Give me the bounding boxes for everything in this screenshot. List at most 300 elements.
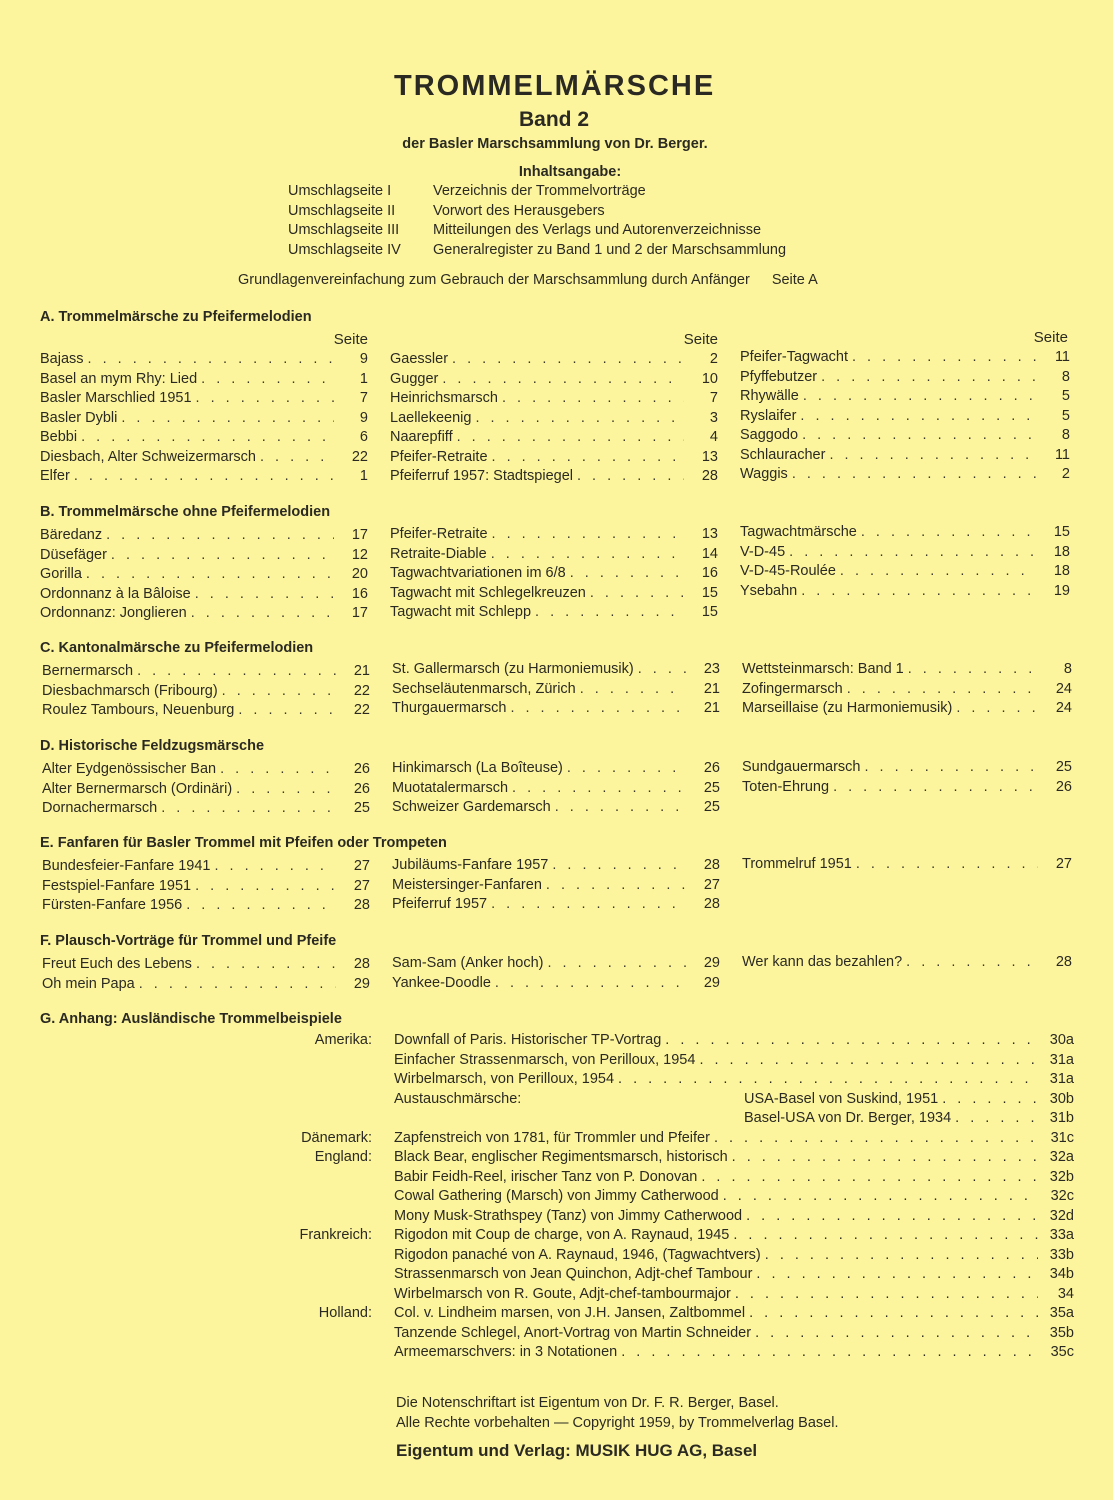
- index-entry: [740, 465, 1070, 485]
- index-entry: [392, 974, 720, 994]
- entry-title: Schlauracher: [740, 446, 826, 463]
- entry-page: 35c: [1050, 1344, 1074, 1360]
- entry-title: Bebbi: [40, 429, 78, 445]
- entry-title: Cowal Gathering (Marsch) von Jimmy Catherwood: [394, 1188, 719, 1204]
- beginner-note: [238, 270, 938, 290]
- index-entry: [42, 780, 370, 800]
- section-e-col3: [742, 855, 1072, 875]
- dot-leader: [735, 1285, 1038, 1305]
- dot-leader: [191, 604, 334, 624]
- index-entry: [40, 565, 368, 585]
- entry-page: 28: [353, 956, 370, 972]
- section-f-title: F. Plausch-Vorträge für Trommel und Pfeife: [40, 933, 337, 949]
- dot-leader: [74, 467, 334, 487]
- index-entry: [40, 585, 368, 605]
- entry-title: Marseillaise (zu Harmoniemusik): [742, 700, 953, 716]
- entry-title: Rigodon mit Coup de charge, von A. Raynaud, 1945: [394, 1227, 730, 1243]
- dot-leader: [746, 1207, 1038, 1227]
- appendix-row: [260, 1265, 1074, 1285]
- section-e-col2: [392, 856, 720, 915]
- dot-leader: [492, 525, 684, 545]
- entry-page: 25: [353, 800, 370, 816]
- entry-title: Gorilla: [40, 566, 82, 582]
- entry-page: 8: [1063, 661, 1072, 677]
- index-entry: [740, 368, 1070, 388]
- entry-title: V-D-45-Roulée: [740, 563, 836, 579]
- toc-row: [288, 241, 848, 261]
- index-entry: [742, 699, 1072, 719]
- entry-title: Armeemarschvers: in 3 Notationen: [394, 1344, 618, 1360]
- dot-leader: [756, 1265, 1038, 1285]
- index-entry: [740, 543, 1070, 563]
- entry-page: 28: [353, 897, 370, 913]
- index-entry: [42, 682, 370, 702]
- band-label: Band 2: [518, 108, 589, 131]
- entry-title: Diesbachmarsch (Fribourg): [42, 682, 218, 699]
- entry-title: Meistersinger-Fanfaren: [392, 876, 542, 893]
- appendix-row: [260, 1031, 1074, 1051]
- dot-leader: [196, 955, 336, 975]
- index-entry: [742, 660, 1072, 680]
- toc-value: Vorwort des Herausgebers: [433, 202, 605, 219]
- section-c-col3: [742, 660, 1072, 719]
- appendix-entry: [744, 1109, 1074, 1129]
- dot-leader: [861, 523, 1036, 543]
- entry-page: 13: [701, 448, 718, 465]
- appendix-entry: [744, 1090, 1074, 1110]
- dot-leader: [238, 701, 336, 721]
- entry-title: Thurgauermarsch: [392, 700, 507, 716]
- dot-leader: [800, 407, 1036, 427]
- index-entry: [392, 856, 720, 876]
- dot-leader: [956, 699, 1038, 719]
- index-entry: [392, 798, 720, 818]
- index-entry: [42, 857, 370, 877]
- dot-leader: [546, 876, 686, 896]
- index-entry: [42, 662, 370, 682]
- dot-leader: [755, 1324, 1038, 1344]
- index-entry: [42, 877, 370, 897]
- entry-page: 11: [1054, 349, 1070, 365]
- entry-title: Pfeifer-Retraite: [390, 448, 488, 465]
- entry-title: Tagwachtmärsche: [740, 524, 857, 540]
- entry-page: 32a: [1049, 1149, 1074, 1165]
- entry-title: Oh mein Papa: [42, 975, 135, 992]
- entry-page: 1: [359, 468, 368, 484]
- index-entry: [390, 525, 718, 545]
- entry-title: Roulez Tambours, Neuenburg: [42, 702, 235, 718]
- entry-page: 35a: [1049, 1305, 1074, 1321]
- index-entry: [390, 564, 718, 584]
- page-title: TROMMELMÄRSCHE: [394, 70, 716, 102]
- entry-title: Elfer: [40, 468, 70, 484]
- dot-leader: [833, 778, 1038, 798]
- dot-leader: [847, 680, 1038, 700]
- entry-page: 30a: [1049, 1032, 1074, 1048]
- index-entry: [40, 604, 368, 624]
- dot-leader: [222, 682, 336, 702]
- appendix-entry: [394, 1187, 1074, 1207]
- section-g-list: [260, 1031, 1074, 1363]
- dot-leader: [260, 448, 334, 468]
- section-a-col2: [390, 350, 718, 487]
- appendix-row: [260, 1109, 1074, 1129]
- dot-leader: [852, 348, 1036, 368]
- dot-leader: [792, 465, 1036, 485]
- appendix-entry: [394, 1343, 1074, 1363]
- dot-leader: [908, 660, 1038, 680]
- country-label: Amerika:: [314, 1032, 372, 1048]
- section-a-col3: [740, 348, 1070, 485]
- entry-page: 9: [359, 351, 368, 367]
- entry-page: 26: [353, 780, 370, 797]
- index-entry: [390, 584, 718, 604]
- dot-leader: [942, 1090, 1038, 1110]
- appendix-row: [260, 1051, 1074, 1071]
- dot-leader: [535, 603, 684, 623]
- toc-key: Umschlagseite II: [288, 202, 396, 219]
- appendix-row: [260, 1148, 1074, 1168]
- dot-leader: [220, 760, 336, 780]
- entry-title: St. Gallermarsch (zu Harmoniemusik): [392, 661, 634, 677]
- country-label: Holland:: [318, 1305, 372, 1321]
- section-d-col3: [742, 758, 1072, 797]
- index-entry: [390, 448, 718, 468]
- entry-title: Ysebahn: [740, 582, 798, 599]
- entry-page: 25: [1055, 759, 1072, 775]
- entry-title: Zapfenstreich von 1781, für Trommler und Pfeifer: [394, 1129, 710, 1146]
- dot-leader: [196, 389, 334, 409]
- section-f-col3: [742, 953, 1072, 973]
- toc-key: Umschlagseite III: [288, 222, 400, 238]
- cover-page-list: [288, 182, 848, 260]
- toc-row: [288, 202, 848, 222]
- entry-page: 15: [1053, 524, 1070, 540]
- entry-page: 32c: [1050, 1188, 1074, 1204]
- entry-page: 28: [1055, 954, 1072, 970]
- dot-leader: [492, 448, 684, 468]
- entry-page: 22: [353, 682, 370, 699]
- dot-leader: [201, 370, 334, 390]
- entry-title: Gugger: [390, 370, 439, 387]
- dot-leader: [195, 877, 336, 897]
- entry-page: 7: [709, 390, 718, 406]
- dot-leader: [955, 1109, 1038, 1129]
- section-b-col1: [40, 526, 368, 624]
- entry-page: 9: [359, 409, 368, 426]
- entry-title: Bajass: [40, 351, 84, 367]
- dot-leader: [865, 758, 1039, 778]
- entry-page: 10: [701, 370, 718, 387]
- dot-leader: [452, 350, 684, 370]
- entry-title: Heinrichsmarsch: [390, 390, 498, 406]
- appendix-entry: [394, 1265, 1074, 1285]
- entry-title: Alter Eydgenössischer Ban: [42, 761, 217, 777]
- entry-title: Saggodo: [740, 427, 799, 443]
- dot-leader: [856, 855, 1038, 875]
- entry-title: Mony Musk-Strathspey (Tanz) von Jimmy Catherwood: [394, 1207, 743, 1224]
- index-entry: [40, 467, 368, 487]
- entry-title: Basel-USA von Dr. Berger, 1934: [744, 1110, 952, 1126]
- entry-title: Retraite-Diable: [390, 545, 487, 562]
- dot-leader: [457, 428, 684, 448]
- entry-title: Basler Dybli: [40, 409, 118, 426]
- entry-page: 26: [353, 761, 370, 777]
- entry-page: 21: [353, 663, 370, 679]
- index-entry: [392, 895, 720, 915]
- appendix-entry: [394, 1148, 1074, 1168]
- entry-page: 28: [701, 468, 718, 484]
- dot-leader: [765, 1246, 1038, 1266]
- index-entry: [392, 660, 720, 680]
- entry-title: Tagwachtvariationen im 6/8: [390, 565, 566, 581]
- entry-title: Zofingermarsch: [742, 680, 843, 697]
- appendix-entry: [394, 1051, 1074, 1071]
- index-entry: [740, 446, 1070, 466]
- appendix-row: [260, 1090, 1074, 1110]
- entry-title: Pfeiferruf 1957: Stadtspiegel: [390, 468, 573, 484]
- section-f-col2: [392, 954, 720, 993]
- entry-title: Black Bear, englischer Regimentsmarsch, historisch: [394, 1149, 728, 1165]
- entry-page: 32b: [1049, 1168, 1074, 1185]
- index-entry: [40, 370, 368, 390]
- appendix-row: [260, 1168, 1074, 1188]
- entry-page: 27: [353, 858, 370, 874]
- entry-title: Tagwacht mit Schlegelkreuzen: [390, 584, 586, 601]
- index-entry: [392, 876, 720, 896]
- entry-page: 16: [351, 585, 368, 602]
- dot-leader: [714, 1129, 1038, 1149]
- section-g-title: G. Anhang: Ausländische Trommelbeispiele: [40, 1011, 342, 1027]
- index-entry: [742, 680, 1072, 700]
- dot-leader: [81, 428, 334, 448]
- exchange-label: Austauschmärsche:: [394, 1090, 522, 1107]
- entry-title: Wirbelmarsch, von Perilloux, 1954: [394, 1071, 615, 1087]
- entry-page: 33a: [1049, 1227, 1074, 1243]
- dot-leader: [749, 1304, 1038, 1324]
- dot-leader: [195, 585, 334, 605]
- entry-title: V-D-45: [740, 543, 786, 560]
- dot-leader: [801, 582, 1036, 602]
- dot-leader: [442, 370, 684, 390]
- country-label: Dänemark:: [301, 1129, 372, 1146]
- subtitle: der Basler Marschsammlung von Dr. Berger.: [402, 136, 708, 152]
- beginner-note-text: Grundlagenvereinfachung zum Gebrauch der Marschsammlung durch Anfänger: [238, 272, 750, 288]
- entry-page: 18: [1053, 563, 1070, 579]
- dot-leader: [139, 975, 336, 995]
- entry-page: 27: [353, 877, 370, 894]
- footer-notation-note: Die Notenschriftart ist Eigentum von Dr. F. R. Berger, Basel.: [396, 1395, 779, 1411]
- entry-title: Naarepfiff: [390, 429, 453, 445]
- entry-title: Sechseläutenmarsch, Zürich: [392, 680, 576, 697]
- country-label: Frankreich:: [299, 1227, 372, 1243]
- entry-page: 35b: [1049, 1324, 1074, 1341]
- dot-leader: [161, 799, 336, 819]
- entry-title: Yankee-Doodle: [392, 974, 491, 991]
- entry-page: 17: [351, 605, 368, 621]
- entry-title: Ordonnanz: Jonglieren: [40, 605, 187, 621]
- index-entry: [390, 428, 718, 448]
- section-d-col1: [42, 760, 370, 819]
- dot-leader: [214, 857, 336, 877]
- dot-leader: [510, 699, 686, 719]
- seite-header-col2: Seite: [683, 331, 718, 348]
- appendix-row: [260, 1304, 1074, 1324]
- dot-leader: [829, 446, 1036, 466]
- index-entry: [40, 350, 368, 370]
- entry-page: 2: [709, 351, 718, 367]
- index-entry: [42, 701, 370, 721]
- dot-leader: [701, 1168, 1038, 1188]
- entry-title: Pfeifer-Retraite: [390, 526, 488, 542]
- dot-leader: [491, 545, 684, 565]
- entry-page: 18: [1053, 543, 1070, 560]
- entry-title: Ryslaifer: [740, 407, 797, 424]
- index-entry: [392, 759, 720, 779]
- entry-title: Trommelruf 1951: [742, 856, 852, 872]
- dot-leader: [699, 1051, 1038, 1071]
- section-e-title: E. Fanfaren für Basler Trommel mit Pfeifen oder Trompeten: [40, 835, 447, 851]
- section-b-col3: [740, 523, 1070, 601]
- appendix-row: [260, 1324, 1074, 1344]
- section-d-col2: [392, 759, 720, 818]
- appendix-entry: [394, 1324, 1074, 1344]
- section-d-title: D. Historische Feldzugsmärsche: [40, 738, 265, 754]
- index-entry: [392, 699, 720, 719]
- entry-title: Sundgauermarsch: [742, 759, 861, 775]
- index-entry: [740, 582, 1070, 602]
- entry-page: 24: [1055, 680, 1072, 697]
- dot-leader: [618, 1070, 1038, 1090]
- index-entry: [42, 799, 370, 819]
- index-entry: [390, 409, 718, 429]
- index-entry: [390, 389, 718, 409]
- dot-leader: [621, 1343, 1038, 1363]
- entry-page: 31c: [1050, 1129, 1074, 1146]
- entry-page: 23: [703, 661, 720, 677]
- entry-title: Diesbach, Alter Schweizermarsch: [40, 448, 256, 465]
- dot-leader: [106, 526, 334, 546]
- dot-leader: [802, 426, 1036, 446]
- entry-title: Freut Euch des Lebens: [42, 956, 192, 972]
- index-entry: [390, 467, 718, 487]
- entry-title: Laellekeenig: [390, 409, 472, 426]
- index-entry: [390, 350, 718, 370]
- entry-title: USA-Basel von Suskind, 1951: [744, 1090, 939, 1107]
- section-c-title: C. Kantonalmärsche zu Pfeifermelodien: [40, 640, 314, 656]
- country-label: England:: [314, 1149, 372, 1165]
- entry-page: 26: [703, 760, 720, 776]
- entry-page: 19: [1053, 582, 1070, 599]
- index-entry: [392, 779, 720, 799]
- dot-leader: [121, 409, 334, 429]
- appendix-row: [260, 1226, 1074, 1246]
- appendix-entry: [394, 1129, 1074, 1149]
- appendix-entry: [394, 1168, 1074, 1188]
- appendix-entry: [394, 1207, 1074, 1227]
- entry-title: Alter Bernermarsch (Ordinäri): [42, 780, 233, 797]
- appendix-row: [260, 1246, 1074, 1266]
- entry-page: 2: [1061, 466, 1070, 482]
- entry-page: 5: [1061, 388, 1070, 404]
- section-c-col1: [42, 662, 370, 721]
- dot-leader: [491, 895, 686, 915]
- entry-page: 22: [353, 702, 370, 718]
- entry-page: 22: [351, 448, 368, 465]
- dot-leader: [906, 953, 1038, 973]
- entry-title: Wirbelmarsch von R. Goute, Adjt-chef-tambourmajor: [394, 1285, 731, 1302]
- entry-page: 29: [703, 955, 720, 971]
- entry-page: 15: [701, 604, 718, 620]
- index-entry: [742, 778, 1072, 798]
- entry-title: Tanzende Schlegel, Anort-Vortrag von Martin Schneider: [394, 1324, 752, 1341]
- dot-leader: [577, 467, 684, 487]
- toc-key: Umschlagseite IV: [288, 241, 401, 258]
- entry-title: Rhywälle: [740, 388, 799, 404]
- entry-title: Basel an mym Rhy: Lied: [40, 370, 198, 387]
- index-entry: [390, 370, 718, 390]
- section-f-col1: [42, 955, 370, 994]
- entry-page: 21: [703, 680, 720, 697]
- entry-title: Strassenmarsch von Jean Quinchon, Adjt-chef Tambour: [394, 1266, 753, 1282]
- dot-leader: [665, 1031, 1038, 1051]
- index-entry: [392, 954, 720, 974]
- entry-page: 21: [703, 700, 720, 716]
- entry-title: Jubiläums-Fanfare 1957: [392, 857, 549, 873]
- entry-page: 20: [351, 566, 368, 582]
- footer-copyright: Alle Rechte vorbehalten — Copyright 1959, by Trommelverlag Basel.: [396, 1415, 839, 1431]
- appendix-row: [260, 1070, 1074, 1090]
- entry-page: 27: [703, 876, 720, 893]
- dot-leader: [580, 680, 686, 700]
- dot-leader: [590, 584, 684, 604]
- entry-page: 29: [353, 975, 370, 992]
- entry-title: Wer kann das bezahlen?: [742, 954, 903, 970]
- dot-leader: [638, 660, 686, 680]
- index-entry: [42, 896, 370, 916]
- dot-leader: [502, 389, 684, 409]
- entry-page: 27: [1055, 856, 1072, 872]
- entry-page: 15: [701, 584, 718, 601]
- entry-title: Düsefäger: [40, 546, 107, 563]
- index-entry: [740, 387, 1070, 407]
- seite-header-col1: Seite: [333, 331, 368, 348]
- entry-page: 29: [703, 974, 720, 991]
- entry-title: Dornachermarsch: [42, 800, 158, 816]
- section-c-col2: [392, 660, 720, 719]
- entry-page: 34b: [1049, 1266, 1074, 1282]
- entry-page: 32d: [1049, 1207, 1074, 1224]
- entry-page: 12: [351, 546, 368, 563]
- section-b-title: B. Trommelmärsche ohne Pfeifermelodien: [40, 504, 331, 520]
- toc-value: Generalregister zu Band 1 und 2 der Marschsammlung: [433, 241, 787, 258]
- entry-page: 3: [709, 409, 718, 426]
- seite-header-col3: Seite: [1033, 329, 1068, 346]
- index-entry: [40, 409, 368, 429]
- appendix-row: [260, 1207, 1074, 1227]
- index-entry: [742, 855, 1072, 875]
- index-entry: [40, 428, 368, 448]
- index-entry: [40, 526, 368, 546]
- entry-title: Waggis: [740, 466, 788, 482]
- dot-leader: [236, 780, 336, 800]
- entry-page: 7: [359, 390, 368, 406]
- entry-title: Pfeiferruf 1957: [392, 896, 488, 912]
- entry-title: Downfall of Paris. Historischer TP-Vortrag: [394, 1032, 662, 1048]
- entry-page: 24: [1055, 700, 1072, 716]
- section-a-title: A. Trommelmärsche zu Pfeifermelodien: [40, 309, 312, 325]
- index-entry: [740, 348, 1070, 368]
